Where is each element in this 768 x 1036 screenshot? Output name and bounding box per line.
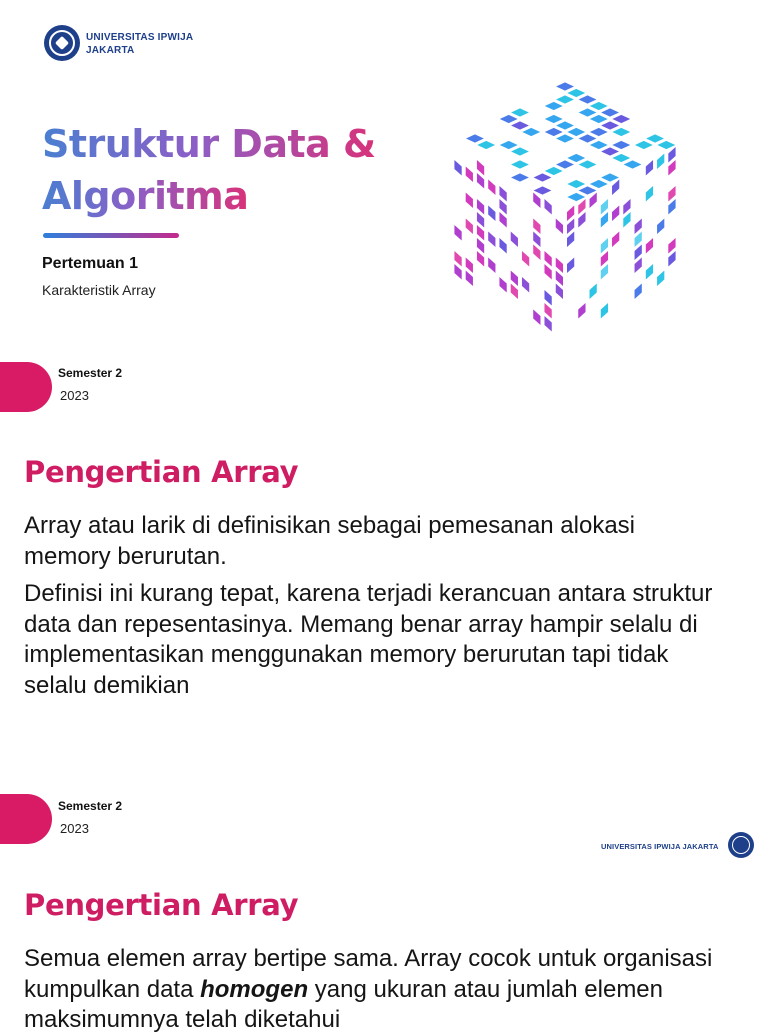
cube-right-pixel: [623, 199, 630, 215]
title-underline: [43, 233, 179, 238]
semester-tab: [0, 362, 52, 412]
cube-left-pixel: [499, 186, 506, 202]
cube-top-pixel: [500, 115, 518, 123]
cube-right-pixel: [635, 245, 642, 261]
cube-top-pixel: [590, 180, 608, 188]
cube-left-pixel: [533, 310, 540, 326]
cube-top-pixel: [534, 173, 552, 181]
cube-left-pixel: [544, 251, 551, 267]
cube-left-pixel: [533, 232, 540, 248]
semester-label: Semester 2: [58, 366, 123, 380]
paragraph-clarification: Definisi ini kurang tepat, karena terjadi kerancuan antara struktur data dan repesentasinya. Memang benar array hampir selalu di implementasikan menggunakan memory berurutan tapi tidak selalu demikian: [24, 580, 713, 699]
cube-right-pixel: [635, 232, 642, 248]
cube-right-pixel: [668, 199, 675, 215]
cube-top-pixel: [635, 141, 653, 149]
cube-top-pixel: [511, 147, 529, 155]
cube-top-pixel: [545, 115, 563, 123]
cube-right-pixel: [590, 193, 597, 209]
cube-right-pixel: [601, 303, 608, 319]
cube-right-pixel: [668, 186, 675, 202]
paragraph-homogeneous: [24, 944, 724, 1036]
cube-top-pixel: [612, 141, 630, 149]
slide-title-line2: Algoritma: [42, 174, 249, 218]
cube-right-pixel: [601, 199, 608, 215]
university-name: [86, 31, 256, 57]
cube-top-pixel: [601, 121, 619, 129]
topic-label: Karakteristik Array: [42, 282, 156, 298]
cube-left-pixel: [511, 284, 518, 300]
cube-right-pixel: [578, 303, 585, 319]
emphasis-homogen: homogen: [200, 975, 309, 1003]
cube-top-pixel: [601, 147, 619, 155]
university-name-line2: JAKARTA: [86, 45, 135, 56]
cube-top-pixel: [612, 128, 630, 136]
cube-left-pixel: [511, 232, 518, 248]
cube-right-pixel: [567, 219, 574, 235]
cube-top-pixel: [567, 89, 585, 97]
cube-top-pixel: [612, 154, 630, 162]
cube-right-pixel: [567, 206, 574, 222]
slide-title-line1: Struktur Data &: [42, 122, 376, 166]
cube-top-pixel: [579, 160, 597, 168]
cube-left-pixel: [544, 199, 551, 215]
cube-left-pixel: [533, 219, 540, 235]
cube-right-pixel: [567, 258, 574, 274]
cube-right-pixel: [646, 160, 653, 176]
cube-top-pixel: [511, 108, 529, 116]
paragraph-definition: Array atau larik di definisikan sebagai pemesanan alokasi memory berurutan.: [24, 512, 636, 570]
cube-left-pixel: [477, 238, 484, 254]
cube-right-pixel: [668, 147, 675, 163]
cube-top-pixel: [556, 95, 574, 103]
cube-left-pixel: [454, 225, 461, 241]
cube-right-pixel: [657, 271, 664, 287]
cube-right-pixel: [635, 258, 642, 274]
cube-left-pixel: [533, 193, 540, 209]
cube-top-pixel: [579, 95, 597, 103]
cube-left-pixel: [454, 264, 461, 280]
cube-top-pixel: [545, 128, 563, 136]
cube-top-pixel: [646, 134, 664, 142]
cube-top-pixel: [612, 115, 630, 123]
cube-top-pixel: [534, 186, 552, 194]
cube-top-pixel: [567, 154, 585, 162]
cube-top-pixel: [556, 134, 574, 142]
cube-left-pixel: [556, 258, 563, 274]
cube-right-pixel: [635, 219, 642, 235]
section-heading: Pengertian Array: [24, 455, 299, 489]
cube-left-pixel: [466, 219, 473, 235]
cube-top-pixel: [500, 141, 518, 149]
cube-top-pixel: [579, 108, 597, 116]
cube-right-pixel: [635, 284, 642, 300]
cube-right-pixel: [578, 212, 585, 228]
cube-top-pixel: [511, 160, 529, 168]
cube-top-pixel: [511, 121, 529, 129]
cube-left-pixel: [488, 258, 495, 274]
cube-right-pixel: [567, 232, 574, 248]
cube-right-pixel: [612, 206, 619, 222]
cube-left-pixel: [499, 238, 506, 254]
cube-left-pixel: [477, 225, 484, 241]
cube-top-pixel: [477, 141, 495, 149]
cube-left-pixel: [477, 212, 484, 228]
cube-right-pixel: [623, 212, 630, 228]
cube-right-pixel: [657, 154, 664, 170]
cube-left-pixel: [454, 251, 461, 267]
cube-top-pixel: [590, 115, 608, 123]
cube-top-pixel: [590, 102, 608, 110]
cube-right-pixel: [578, 199, 585, 215]
pixel-cube-illustration: [420, 55, 710, 365]
cube-right-pixel: [668, 160, 675, 176]
cube-left-pixel: [522, 251, 529, 267]
semester-tab-2: [0, 794, 52, 844]
cube-right-pixel: [668, 238, 675, 254]
cube-right-pixel: [590, 284, 597, 300]
cube-left-pixel: [477, 199, 484, 215]
university-name-line1: UNIVERSITAS IPWIJA: [86, 32, 194, 43]
cube-top-pixel: [511, 173, 529, 181]
cube-left-pixel: [511, 271, 518, 287]
cube-top-pixel: [590, 128, 608, 136]
cube-right-pixel: [646, 186, 653, 202]
cube-top-pixel: [545, 102, 563, 110]
cube-right-pixel: [601, 212, 608, 228]
semester-year: 2023: [60, 388, 89, 403]
cube-left-pixel: [522, 277, 529, 293]
cube-top-pixel: [556, 82, 574, 90]
paragraph-text-after: yang ukuran atau jumlah elemen maksimumnya telah diketahui: [24, 975, 663, 1033]
cube-top-pixel: [545, 167, 563, 175]
cube-top-pixel: [567, 180, 585, 188]
cube-right-pixel: [668, 251, 675, 267]
cube-right-pixel: [601, 264, 608, 280]
cube-left-pixel: [544, 303, 551, 319]
cube-left-pixel: [544, 290, 551, 306]
cube-right-pixel: [612, 232, 619, 248]
cube-top-pixel: [556, 160, 574, 168]
cube-left-pixel: [544, 264, 551, 280]
cube-left-pixel: [556, 219, 563, 235]
cube-top-pixel: [601, 173, 619, 181]
cube-left-pixel: [477, 173, 484, 189]
cube-left-pixel: [499, 277, 506, 293]
cube-top-pixel: [601, 108, 619, 116]
cube-left-pixel: [488, 206, 495, 222]
cube-top-pixel: [579, 186, 597, 194]
cube-left-pixel: [499, 199, 506, 215]
cube-top-pixel: [567, 193, 585, 201]
meeting-label: Pertemuan 1: [42, 255, 139, 272]
cube-top-pixel: [579, 134, 597, 142]
cube-left-pixel: [466, 258, 473, 274]
cube-left-pixel: [477, 160, 484, 176]
semester-label-2: Semester 2: [58, 799, 123, 813]
cube-top-pixel: [624, 160, 642, 168]
university-seal-icon: [44, 25, 80, 61]
semester-year-2: 2023: [60, 821, 89, 836]
cube-top-pixel: [522, 128, 540, 136]
paragraph-text-before: Semua elemen array bertipe sama. Array cocok untuk organisasi kumpulkan data: [24, 945, 713, 1003]
cube-left-pixel: [466, 193, 473, 209]
cube-left-pixel: [466, 271, 473, 287]
cube-left-pixel: [488, 232, 495, 248]
cube-left-pixel: [556, 284, 563, 300]
cube-left-pixel: [488, 180, 495, 196]
cube-left-pixel: [499, 212, 506, 228]
cube-top-pixel: [556, 121, 574, 129]
cube-top-pixel: [657, 141, 675, 149]
cube-top-pixel: [590, 141, 608, 149]
section-heading-2: Pengertian Array: [24, 888, 299, 922]
cube-right-pixel: [646, 264, 653, 280]
cube-right-pixel: [601, 238, 608, 254]
footer-university-seal-icon: [728, 832, 754, 858]
cube-left-pixel: [466, 167, 473, 183]
cube-left-pixel: [477, 251, 484, 267]
cube-left-pixel: [533, 245, 540, 261]
cube-right-pixel: [657, 219, 664, 235]
cube-right-pixel: [601, 251, 608, 267]
cube-left-pixel: [556, 271, 563, 287]
cube-top-pixel: [567, 128, 585, 136]
cube-left-pixel: [454, 160, 461, 176]
cube-right-pixel: [612, 180, 619, 196]
cube-left-pixel: [544, 316, 551, 332]
cube-right-pixel: [646, 238, 653, 254]
cube-top-pixel: [466, 134, 484, 142]
footer-university-name: UNIVERSITAS IPWIJA JAKARTA: [601, 842, 719, 851]
